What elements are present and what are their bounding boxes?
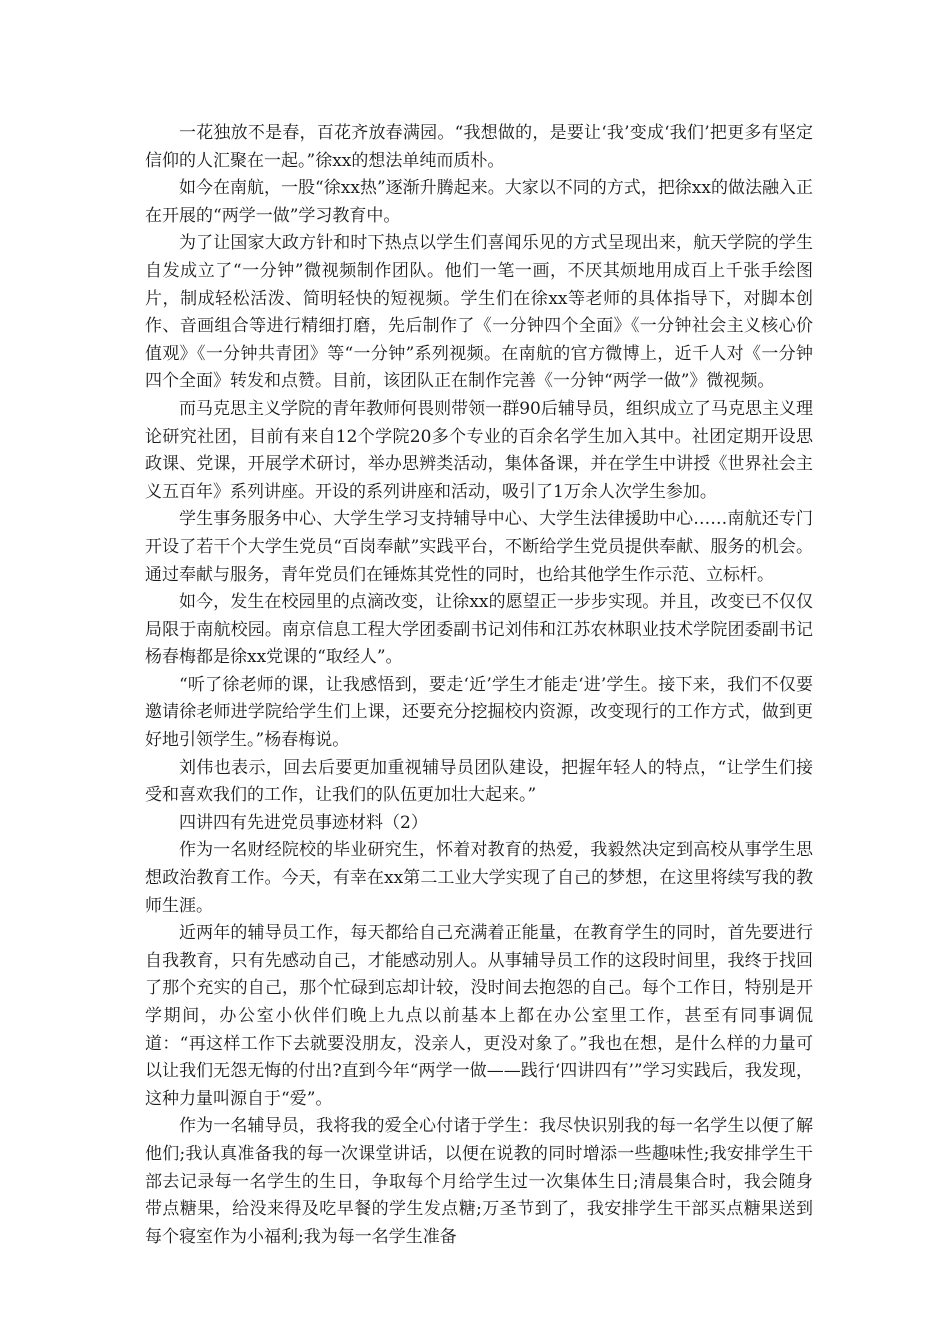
paragraph-6: 如今，发生在校园里的点滴改变，让徐xx的愿望正一步步实现。并且，改变已不仅仅局限于南航校园。南京信息工程大学团委副书记刘伟和江苏农林职业技术学院团委副书记杨春梅都是徐xx党课的“取经人”。: [145, 592, 813, 668]
paragraph-10: 近两年的辅导员工作，每天都给自己充满着正能量，在教育学生的同时，首先要进行自我教育，只有先感动自己，才能感动别人。从事辅导员工作的这段时间里，我终于找回了那个充实的自己，那个忙碌到忘却计较，没时间去抱怨的自己。每个工作日，特别是开学期间，办公室小伙伴们晚上九点以前基本上都在办公室里工作，甚至有同事调侃道：“再这样工作下去就要没朋友，没亲人，更没对象了。”我也在想，是什么样的力量可以让我们无怨无悔的付出?直到今年“两学一做——践行‘四讲四有’”学习实践后，我发现，这种力量叫源自于“爱”。: [145, 923, 813, 1109]
paragraph-5: 学生事务服务中心、大学生学习支持辅导中心、大学生法律援助中心……南航还专门开设了若干个大学生党员“百岗奉献”实践平台，不断给学生党员提供奉献、服务的机会。通过奉献与服务，青年党员们在锤炼其党性的同时，也给其他学生作示范、立标杆。: [145, 509, 813, 585]
paragraph-8: 刘伟也表示，回去后要更加重视辅导员团队建设，把握年轻人的特点，“让学生们接受和喜欢我们的工作，让我们的队伍更加壮大起来。”: [145, 757, 813, 806]
document-body: [145, 120, 813, 1251]
paragraph-1: 一花独放不是春，百花齐放春满园。“我想做的，是要让‘我’变成‘我们’把更多有坚定信仰的人汇聚在一起。”徐xx的想法单纯而质朴。: [145, 123, 813, 171]
paragraph-7: “听了徐老师的课，让我感悟到，要走‘近’学生才能走‘进’学生。接下来，我们不仅要邀请徐老师进学院给学生们上课，还要充分挖掘校内资源，改变现行的工作方式，做到更好地引领学生。”杨春梅说。: [145, 674, 813, 751]
paragraph-4: 而马克思主义学院的青年教师何畏则带领一群90后辅导员，组织成立了马克思主义理论研究社团，目前有来自12个学院20多个专业的百余名学生加入其中。社团定期开设思政课、党课，开展学术研讨，举办思辨类活动，集体备课，并在学生中讲授《世界社会主义五百年》系列讲座。开设的系列讲座和活动，吸引了1万余人次学生参加。: [145, 398, 813, 502]
paragraph-9: 作为一名财经院校的毕业研究生，怀着对教育的热爱，我毅然决定到高校从事学生思想政治教育工作。今天，有幸在xx第二工业大学实现了自己的梦想，在这里将续写我的教师生涯。: [145, 840, 813, 916]
section-heading: 四讲四有先进党员事迹材料（2）: [179, 812, 428, 833]
paragraph-11: 作为一名辅导员，我将我的爱全心付诸于学生：我尽快识别我的每一名学生以便了解他们;我认真准备我的每一次课堂讲话，以便在说教的同时增添一些趣味性;我安排学生干部去记录每一名学生的生日，争取每个月给学生过一次集体生日;清晨集合时，我会随身带点糖果，给没来得及吃早餐的学生发点糖;万圣节到了，我安排学生干部买点糖果送到每个寝室作为小福利;我为每一名学生准备: [145, 1116, 813, 1247]
paragraph-2: 如今在南航，一股“徐xx热”逐渐升腾起来。大家以不同的方式，把徐xx的做法融入正在开展的“两学一做”学习教育中。: [145, 178, 813, 226]
paragraph-3: 为了让国家大政方针和时下热点以学生们喜闻乐见的方式呈现出来，航天学院的学生自发成立了“一分钟”微视频制作团队。他们一笔一画，不厌其烦地用成百上千张手绘图片，制成轻松活泼、简明轻快的短视频。学生们在徐xx等老师的具体指导下，对脚本创作、音画组合等进行精细打磨，先后制作了《一分钟四个全面》《一分钟社会主义核心价值观》《一分钟共青团》等“一分钟”系列视频。在南航的官方微博上，近千人对《一分钟四个全面》转发和点赞。目前，该团队正在制作完善《一分钟“两学一做”》微视频。: [145, 233, 813, 392]
